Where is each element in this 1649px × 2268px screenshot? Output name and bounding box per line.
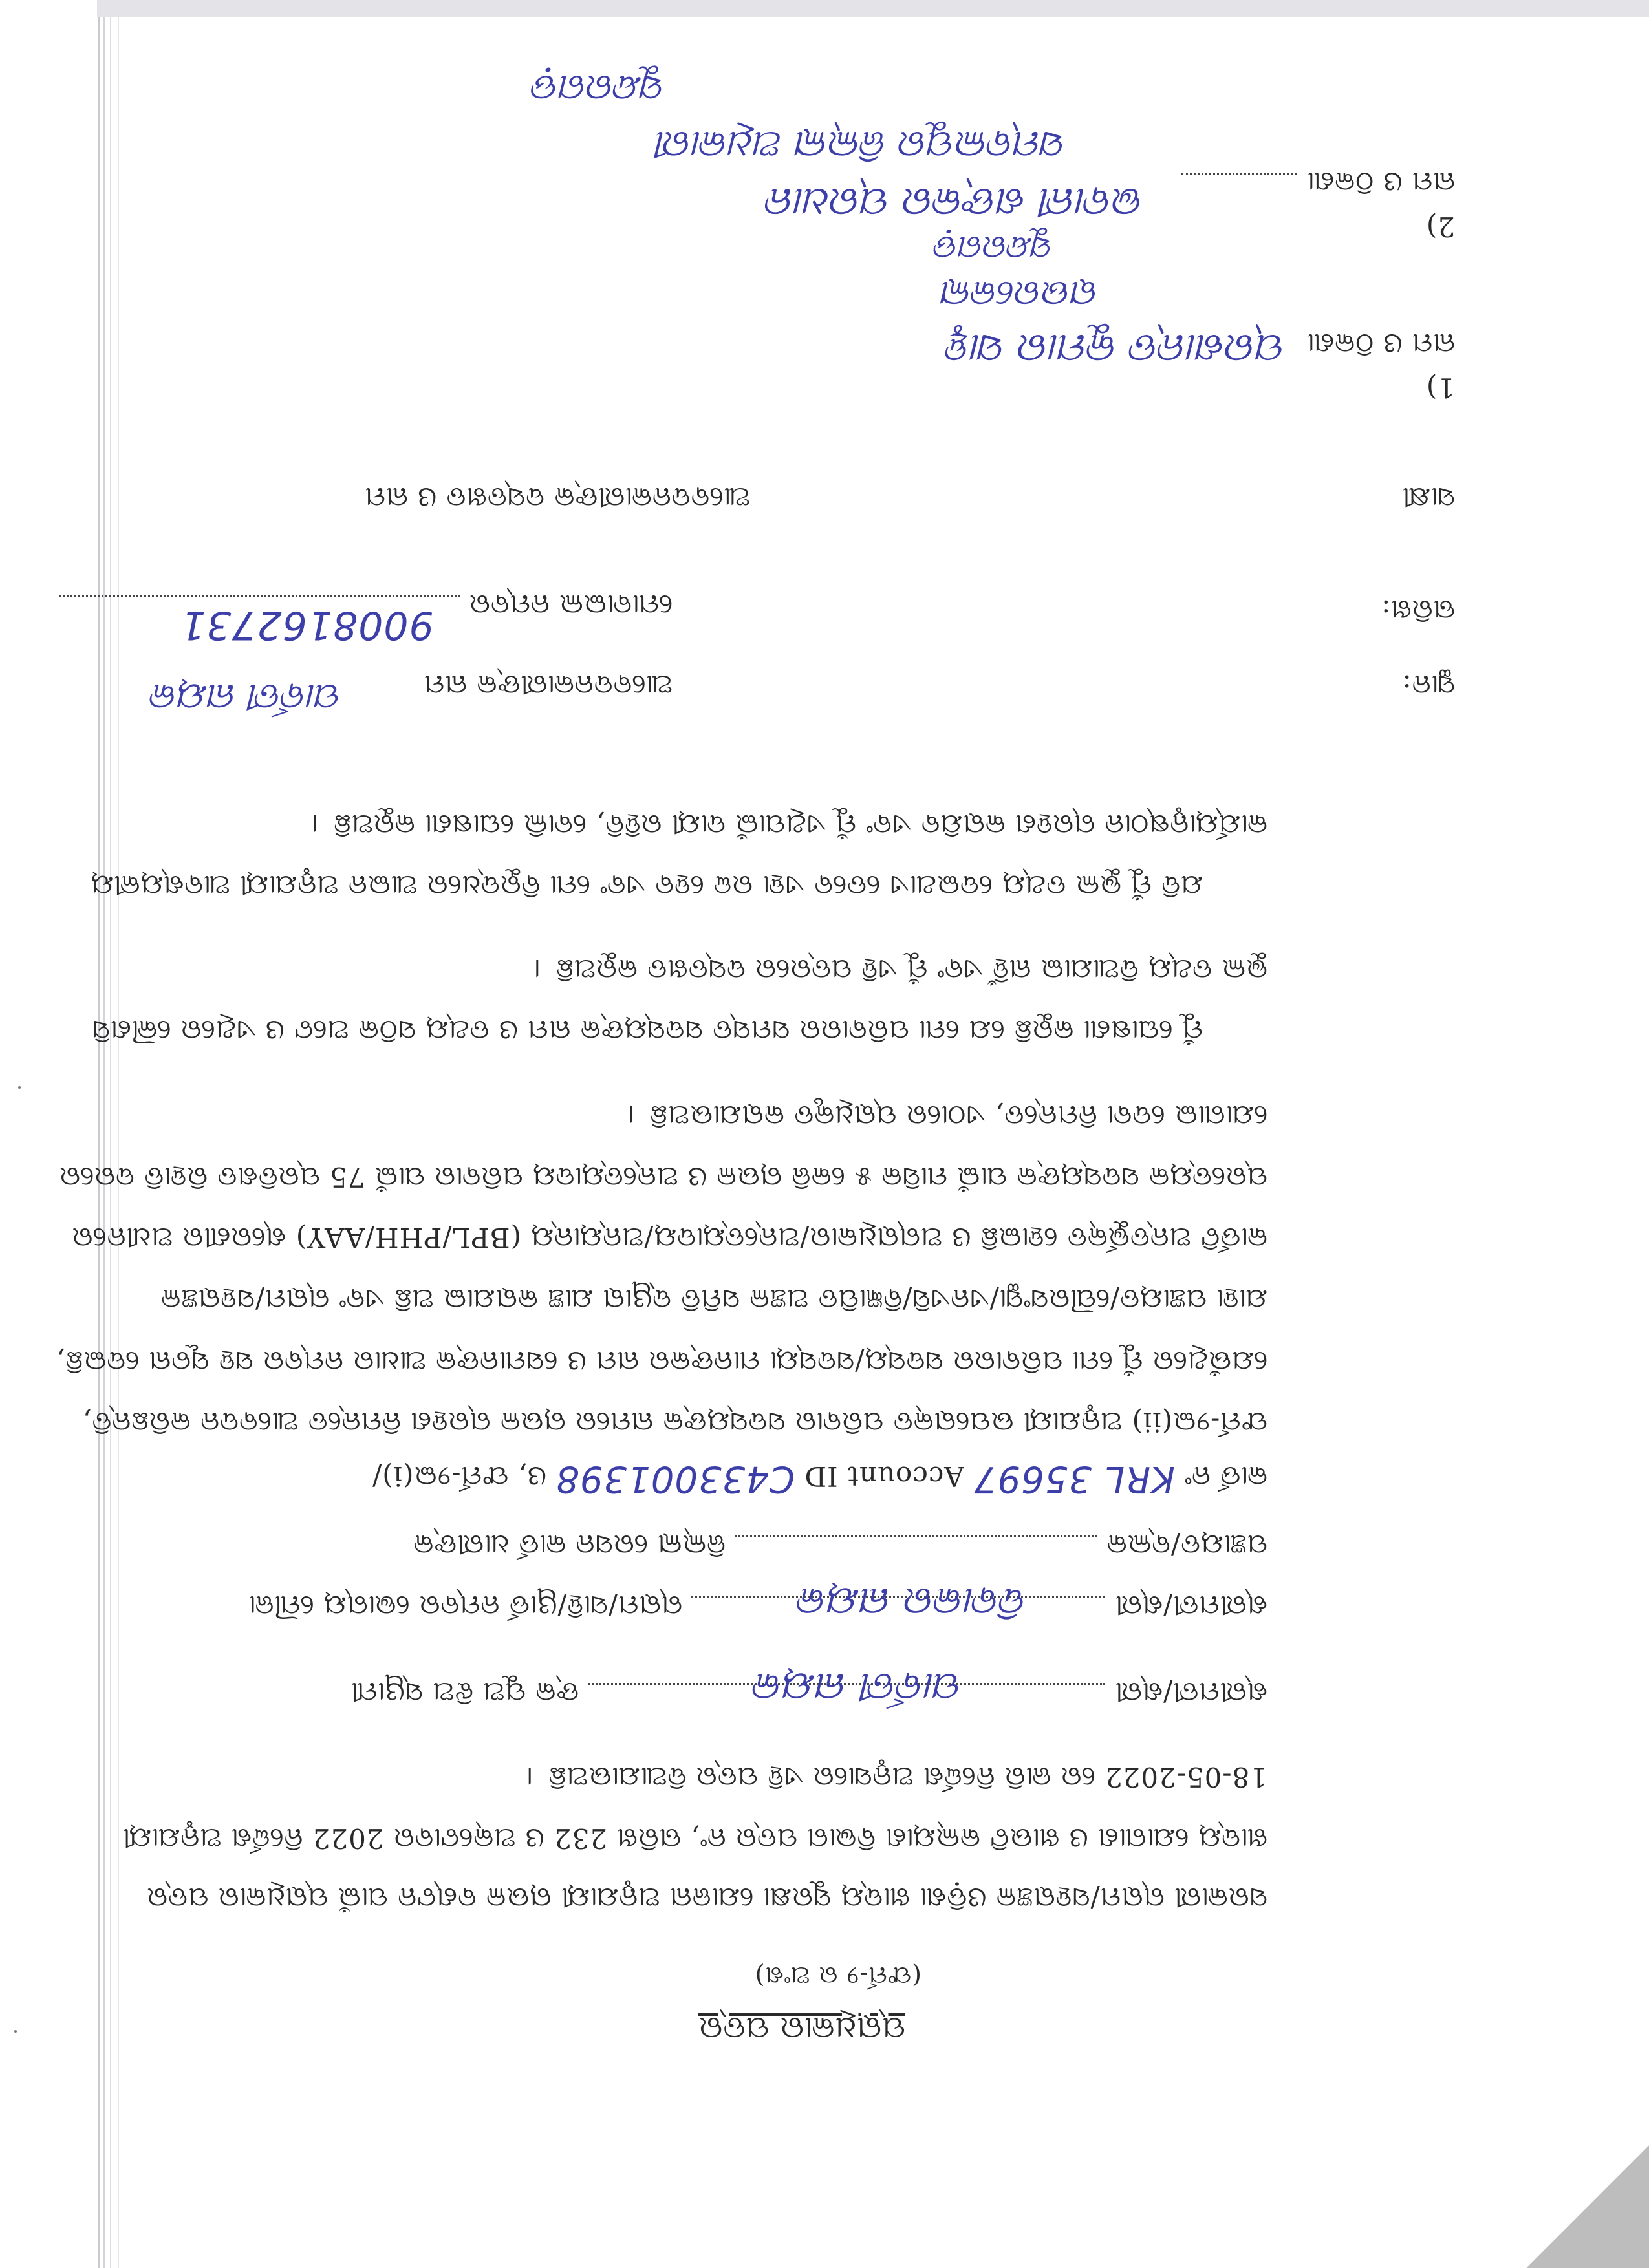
handwritten-witness-district: ସୁନ୍ଦରଗଡ଼ <box>935 229 1054 266</box>
body-line: କାର୍ଡଟି ଅନ୍ତର୍ଭୁକ୍ତ ହୋଇଛି ଓ ଅଗ୍ରାଧିକାର/ଅନ୍ତ୍ୟୋଦୟ/ଅନ୍ୟାନ୍ୟ (BPL/PHH/AAY) ଶ୍ରେଣୀର ଅଧୀନରେ <box>71 1222 1267 1254</box>
witness-heading: ସାକ୍ଷୀ <box>1401 482 1455 513</box>
handwritten-witness-address: ସମ୍ବଲପୁର ଜିଲ୍ଲା ଅଧିକାରୀ <box>656 123 1067 167</box>
form-line <box>248 1579 1267 1624</box>
witness-number: 1) <box>1425 372 1455 403</box>
handwritten-witness-district: ସୁନ୍ଦରଗଡ଼ <box>533 67 666 109</box>
mobile-row <box>59 588 673 648</box>
form-line <box>350 1664 1267 1709</box>
paragraph-line: ଖାଦ୍ୟ ଯୋଗାଣ ଓ ଖାଉଟି କଲ୍ୟାଣ ବିଭାଗ ପତ୍ର ନଂ, ତାରିଖ 232 ଓ ଅକ୍ଟୋବର 2022 ନିର୍ଦ୍ଦେଶ ଅନୁଯାୟୀ <box>122 1823 1267 1854</box>
field-label: ଓ, ଫର୍ମ-୨ଇ(i)/ <box>372 1460 546 1492</box>
handwritten-card-number: KRL 35697 <box>973 1458 1175 1500</box>
handwritten-witness-name: ଭବାନୀ ଶଙ୍କର ପ୍ରଧାନ <box>767 179 1145 226</box>
form-line <box>372 1458 1267 1500</box>
field-label: ଜିଲ୍ଲା ରେସନ କାର୍ଡ ଧାରୀଙ୍କ <box>413 1529 726 1561</box>
body-line: ଯେଉଁଥିରେ ମୁଁ ମୋ ପରିବାରର ସଦସ୍ୟ/ସଦସ୍ୟା ମାନଙ୍କର ନାମ ଓ ସେମାନଙ୍କ ଆଧାର ନମ୍ବର ସହ ସୂଚନା ଦେଇଛି, <box>56 1345 1267 1377</box>
handwritten-applicant-name: ପାର୍ବତୀ ନାୟକ <box>151 676 343 718</box>
body-line: କାର୍ଯ୍ୟାନୁଷ୍ଠାନ ଗ୍ରହଣ କରାଯିବ ଏବଂ ମୁଁ ଏଥିପାଇଁ ଦାୟୀ ରହିବି, ବୋଲି ଘୋଷଣା କରୁଅଛି । <box>310 809 1267 840</box>
handwritten-witness-name: ପ୍ରଶାନ୍ତ କୁମାର ସାହୁ <box>947 325 1287 372</box>
field-label: ଶ୍ରୀମତୀ/ଶ୍ରୀ <box>1114 1590 1267 1621</box>
body-line: ମୁଁ ଘୋଷଣା କରୁଛି ଯେ ମୋ ପରିବାରର ସମସ୍ତ ସଦସ୍ୟଙ୍କ ନାମ ଓ ତଥ୍ୟ ସଠିକ ଅଟେ ଓ ଏଥିରେ କୌଣସି <box>91 1014 1203 1046</box>
mobile-label: ମୋବାଇଲ ନମ୍ବର <box>469 589 673 621</box>
page-subtitle: (ଫର୍ମ-୨ ର ଅଂଶ) <box>754 1962 921 1990</box>
witness-label: ନାମ ଓ ଠିକଣା <box>1181 166 1455 198</box>
field-label: ଙ୍କ ପୁଅ ଝିଅ ସ୍ୱାମୀ <box>350 1676 579 1708</box>
body-line: ଯୋଗାଇ ଦେବା ନିମନ୍ତେ, ଏଠାରେ ପ୍ରାଧିକୃତ କରାଯାଉଅଛି । <box>627 1100 1267 1131</box>
witness-label: ନାମ ଓ ଠିକଣା <box>1306 328 1455 359</box>
place-label: ସ୍ଥାନ: <box>1401 669 1455 701</box>
date-line: 18-05-2022 ରେ ଜାରି ନିର୍ଦ୍ଦେଶ ଅନୁସାରେ ଏହି ପତ୍ର ଦିଆଯାଉଅଛି । <box>526 1761 1267 1793</box>
body-line: ପ୍ରତ୍ୟେକ ସଦସ୍ୟଙ୍କ ପାଇଁ ମାସିକ ୫ କେଜି ଚାଉଳ ଓ ଅନ୍ତ୍ୟୋଦୟ ପରିବାର ପାଇଁ 75 ପ୍ରତିଶତ ରିହାତି ଦରରେ <box>59 1161 1267 1193</box>
paragraph-line: ସରକାରୀ ଗ୍ରାମ/ସହରାଞ୍ଚଳ ଓଡ଼ିଶା ଖାଦ୍ୟ ସୁରକ୍ଷା ଯୋଜନା ଅନୁଯାୟୀ ଚାଉଳ ବଣ୍ଟନ ପାଇଁ ପ୍ରାଧିକାର ପତ୍ର <box>146 1882 1267 1914</box>
name-field <box>588 1664 1105 1709</box>
body-line: ଭୁଲ ତଥ୍ୟ ଦିଆଯାଇ ନାହିଁ ଏବଂ ମୁଁ ଏହି ପତ୍ରରେ ଦସ୍ତଖତ କରୁଅଛି । <box>534 954 1267 985</box>
handwritten-name: ଦିବାକର ନାୟକ <box>798 1579 1028 1624</box>
field-label: ଗ୍ରାମ/ସାହି/ୱାର୍ଡ ନମ୍ବର ଭୋଗ୍ୟ ମୌଜା <box>248 1590 683 1621</box>
applicant-name-label: ଆବେଦନକାରୀଙ୍କ ନାମ <box>423 669 673 701</box>
body-line: ଫର୍ମ-୨ଇ(ii) ଅନୁଯାୟୀ ଉପରୋକ୍ତ ପରିବାର ସଦସ୍ୟଙ୍କ ନାମରେ ଚାଉଳ ଗ୍ରହଣ ନିମନ୍ତେ ଆବେଦନ କରିଛନ୍ତି, <box>82 1406 1267 1438</box>
form-line <box>413 1528 1267 1561</box>
page-title: ପ୍ରାଧିକାର ପତ୍ର <box>698 2010 905 2046</box>
body-line: ଯାହା ପଞ୍ଚାୟତ/ପୌରସଂସ୍ଥା/ଏନଏସି/ବିଜ୍ଞାପିତ ଅଞ୍ଚଳ ସମିତି ଦ୍ୱାରା ଯାଞ୍ଚ କରାଯାଇ ଅଛି ଏବଂ ଗ୍ରାମ/ସହରାଞ୍ଚଳ <box>160 1283 1267 1315</box>
blank-field <box>1181 173 1297 175</box>
applicant-signature-label: ଆବେଦନକାରୀଙ୍କ ଦସ୍ତଖତ ଓ ନାମ <box>364 482 750 513</box>
name-field <box>691 1579 1105 1624</box>
handwritten-witness-address: ରାଉରକେଲା <box>942 273 1099 314</box>
field-label: ପଞ୍ଚାୟତ/ବ୍ଲକ <box>1106 1529 1267 1561</box>
body-line: ଯଦି ମୁଁ ଭୁଲ ତଥ୍ୟ ଦେଇଥାଏ ତେବେ ଏହା ରଦ୍ଦ ହେବ ଏବଂ ମୋ ବିରୁଦ୍ଧରେ ଆଇନ ଅନୁଯାୟୀ ଆବଶ୍ୟକୀୟ <box>90 870 1203 901</box>
field-label: କାର୍ଡ ନଂ <box>1184 1460 1267 1492</box>
date-label: ତାରିଖ: <box>1381 594 1455 626</box>
handwritten-name: ପାର୍ବତୀ ନାୟକ <box>753 1664 964 1709</box>
blank-field <box>735 1535 1097 1537</box>
field-label: ଶ୍ରୀମତୀ/ଶ୍ରୀ <box>1114 1676 1267 1708</box>
field-label: Account ID <box>804 1460 964 1492</box>
handwritten-account-id: C433001398 <box>555 1458 795 1500</box>
handwritten-mobile-number: 9008162731 <box>180 603 434 648</box>
mobile-field <box>59 595 460 648</box>
witness-number: 2) <box>1425 211 1455 242</box>
